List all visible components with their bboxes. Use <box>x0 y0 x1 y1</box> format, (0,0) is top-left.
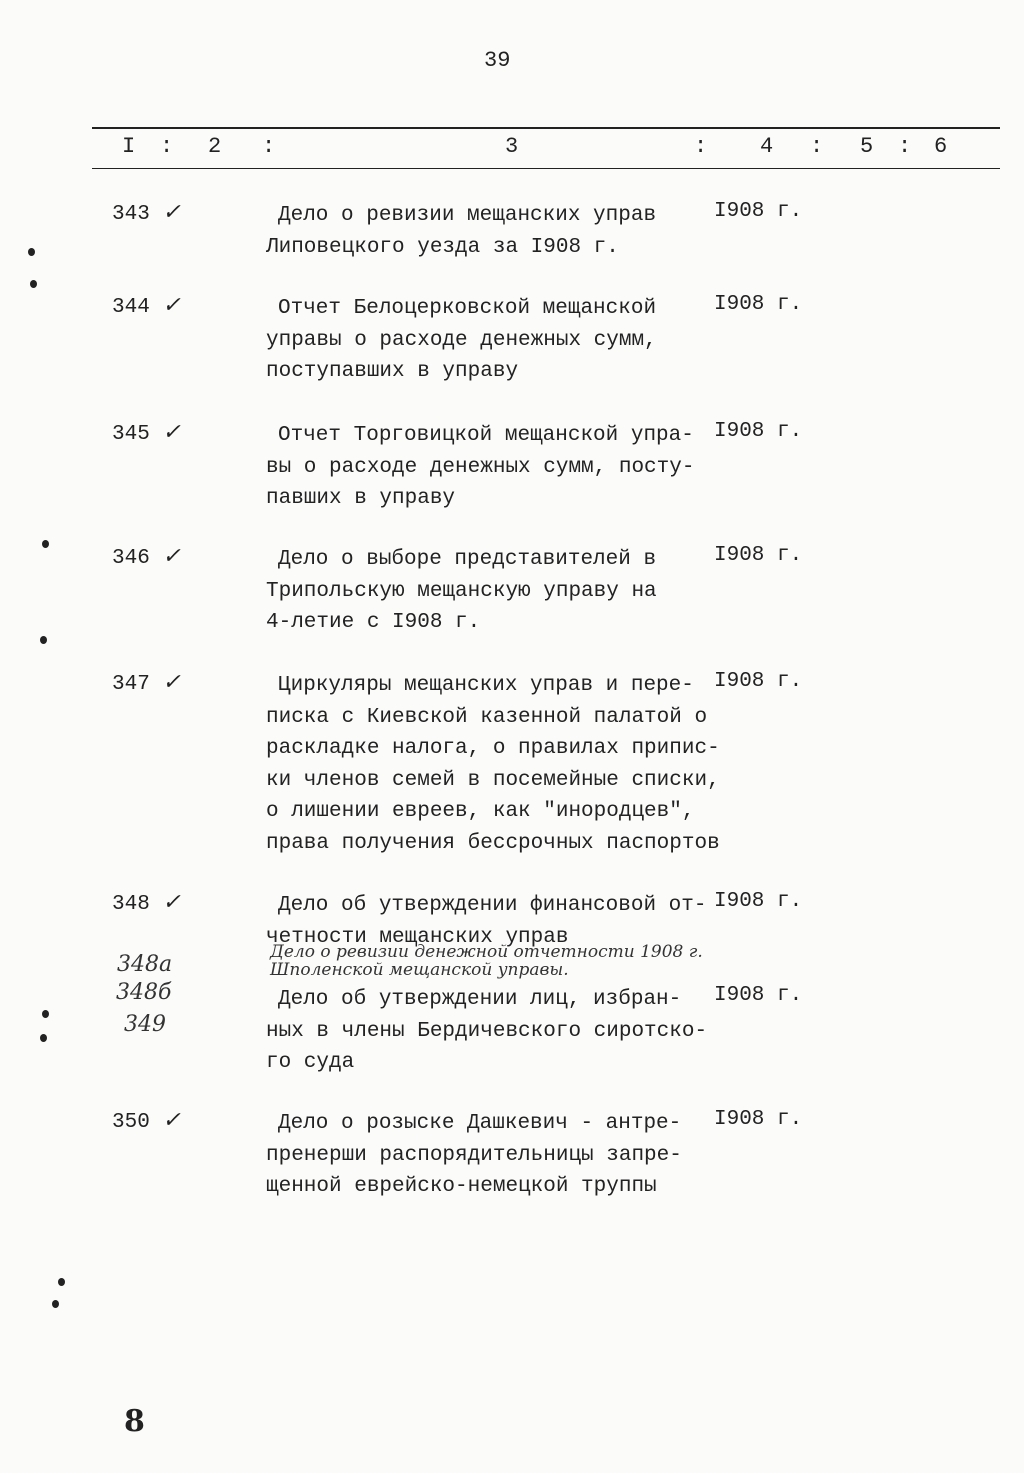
entry-number-text: 347 <box>112 673 150 696</box>
description-line: вы о расходе денежных сумм, посту- <box>266 455 695 479</box>
entry-year: I908 г. <box>714 200 803 223</box>
archive-page: 39 I : 2 : 3 : 4 : 5 : 6 343 ✓ Дело о ревизии мещанских управ Липовецкого уезда за I908 г. I908 г. 344 ✓ Отчет Белоцерковской мещанской управы о расходе денежных сумм, поступавших в управу I908 г. 345 ✓ Отчет Торговицкой мещанской упра- вы о расходе денежных сумм, посту- павших в управу I908 г. 346 ✓ Дело о выборе представителей в Трипольскую мещанскую управу на 4-летие с I908 г. I908 г. 347 ✓ Циркуляры мещанских управ и пере- писка с Киевской казенной палатой о раскладке налога, о правилах припис- ки членов семей в посемейные списки, о лишении евреев, как "инородцев", права получения бессрочных паспортов I908 г. 348 ✓ Дело об утверждении финансовой от- четности мещанских управ I908 г. Дело об утверждении лиц, избран- ных в члены Бердичевского сиротско- го суда I908 г. 350 ✓ Дело о розыске Дашкевич - антре- пренерши распорядительницы запре- щенной еврейско-немецкой труппы I908 г. 348а 348б 349 Дело о ревизии денежной отчетности 1908 г. Шполенской мещанской управы. 8 <box>0 0 1024 1473</box>
description-line: управы о расходе денежных сумм, <box>266 328 657 352</box>
entry-description <box>266 200 656 263</box>
description-line: Дело об утверждении лиц, избран- <box>278 988 682 1011</box>
handwritten-insert-line-2: Шполенской мещанской управы. <box>270 960 569 980</box>
description-line: Отчет Торговицкой мещанской упра- <box>278 424 694 447</box>
description-line: Дело о ревизии мещанских управ <box>278 204 657 227</box>
entry-description <box>266 1108 682 1203</box>
description-line: Отчет Белоцерковской мещанской <box>278 297 657 320</box>
header-top-rule <box>92 127 1000 129</box>
description-line: о лишении евреев, как "инородцев", <box>266 800 695 823</box>
check-mark-icon: ✓ <box>162 1108 181 1133</box>
entry-description <box>266 984 707 1079</box>
entry-number <box>112 670 181 696</box>
description-line: щенной еврейско-немецкой труппы <box>266 1175 657 1198</box>
description-line: Липовецкого уезда за I908 г. <box>266 235 619 259</box>
description-line: Дело об утверждении финансовой от- <box>278 894 707 917</box>
entry-number <box>112 1108 181 1134</box>
header-col-5: 5 <box>860 134 874 159</box>
check-mark-icon: ✓ <box>162 200 181 225</box>
description-line: ки членов семей в посемейные списки, <box>266 768 720 792</box>
entry-description <box>266 670 720 859</box>
entry-number-text: 343 <box>112 203 150 226</box>
entry-number-text: 350 <box>112 1111 150 1134</box>
footer-mark: 8 <box>124 1404 145 1439</box>
entry-year: I908 г. <box>714 984 803 1007</box>
entry-year: I908 г. <box>714 293 803 316</box>
description-line: Дело о розыске Дашкевич - антре- <box>278 1112 682 1135</box>
description-line: павших в управу <box>266 487 456 510</box>
check-mark-icon: ✓ <box>162 420 181 445</box>
handwritten-number-348b: 348б <box>116 980 172 1005</box>
handwritten-number-349: 349 <box>124 1012 166 1037</box>
entry-year: I908 г. <box>714 890 803 913</box>
entry-number-text: 346 <box>112 547 150 570</box>
entry-number <box>112 420 181 446</box>
description-line: ных в члены Бердичевского сиротско- <box>266 1019 708 1043</box>
entry-year: I908 г. <box>714 544 803 567</box>
handwritten-insert-line-1: Дело о ревизии денежной отчетности 1908 г. <box>270 942 703 962</box>
entry-description <box>266 293 657 388</box>
entry-year: I908 г. <box>714 1108 803 1131</box>
description-line: Циркуляры мещанских управ и пере- <box>278 674 694 697</box>
entry-number-text: 344 <box>112 296 150 319</box>
description-line: права получения бессрочных паспортов <box>266 831 720 855</box>
entry-description <box>266 544 657 639</box>
handwritten-number-348a: 348а <box>117 952 173 977</box>
entry-year: I908 г. <box>714 420 803 443</box>
header-col-2: 2 <box>208 134 222 159</box>
description-line: Дело о выборе представителей в <box>278 548 657 571</box>
entry-number <box>112 293 181 319</box>
entry-year: I908 г. <box>714 670 803 693</box>
description-line: писка с Киевской казенной палатой о <box>266 705 708 729</box>
check-mark-icon: ✓ <box>162 890 181 915</box>
entry-number-text: 345 <box>112 423 150 446</box>
header-col-4: 4 <box>760 134 774 159</box>
check-mark-icon: ✓ <box>162 544 181 569</box>
description-line: го суда <box>266 1051 355 1074</box>
description-line: раскладке налога, о правилах припис- <box>266 737 720 760</box>
check-mark-icon: ✓ <box>162 670 181 695</box>
check-mark-icon: ✓ <box>162 293 181 318</box>
description-line: четности мещанских управ <box>266 925 569 949</box>
entry-description <box>266 420 694 515</box>
description-line: пренерши распорядительницы запре- <box>266 1143 682 1167</box>
entry-number <box>112 890 181 916</box>
description-line: поступавших в управу <box>266 360 519 383</box>
entry-number-text: 348 <box>112 893 150 916</box>
header-bottom-rule <box>92 168 1000 169</box>
description-line: Трипольскую мещанскую управу на <box>266 579 657 603</box>
header-col-6: 6 <box>934 134 948 159</box>
header-col-1: I <box>122 134 136 159</box>
description-line: 4-летие с I908 г. <box>266 611 481 634</box>
entry-number <box>112 200 181 226</box>
header-col-3: 3 <box>505 134 519 159</box>
page-number: 39 <box>484 48 511 73</box>
entry-number <box>112 544 181 570</box>
